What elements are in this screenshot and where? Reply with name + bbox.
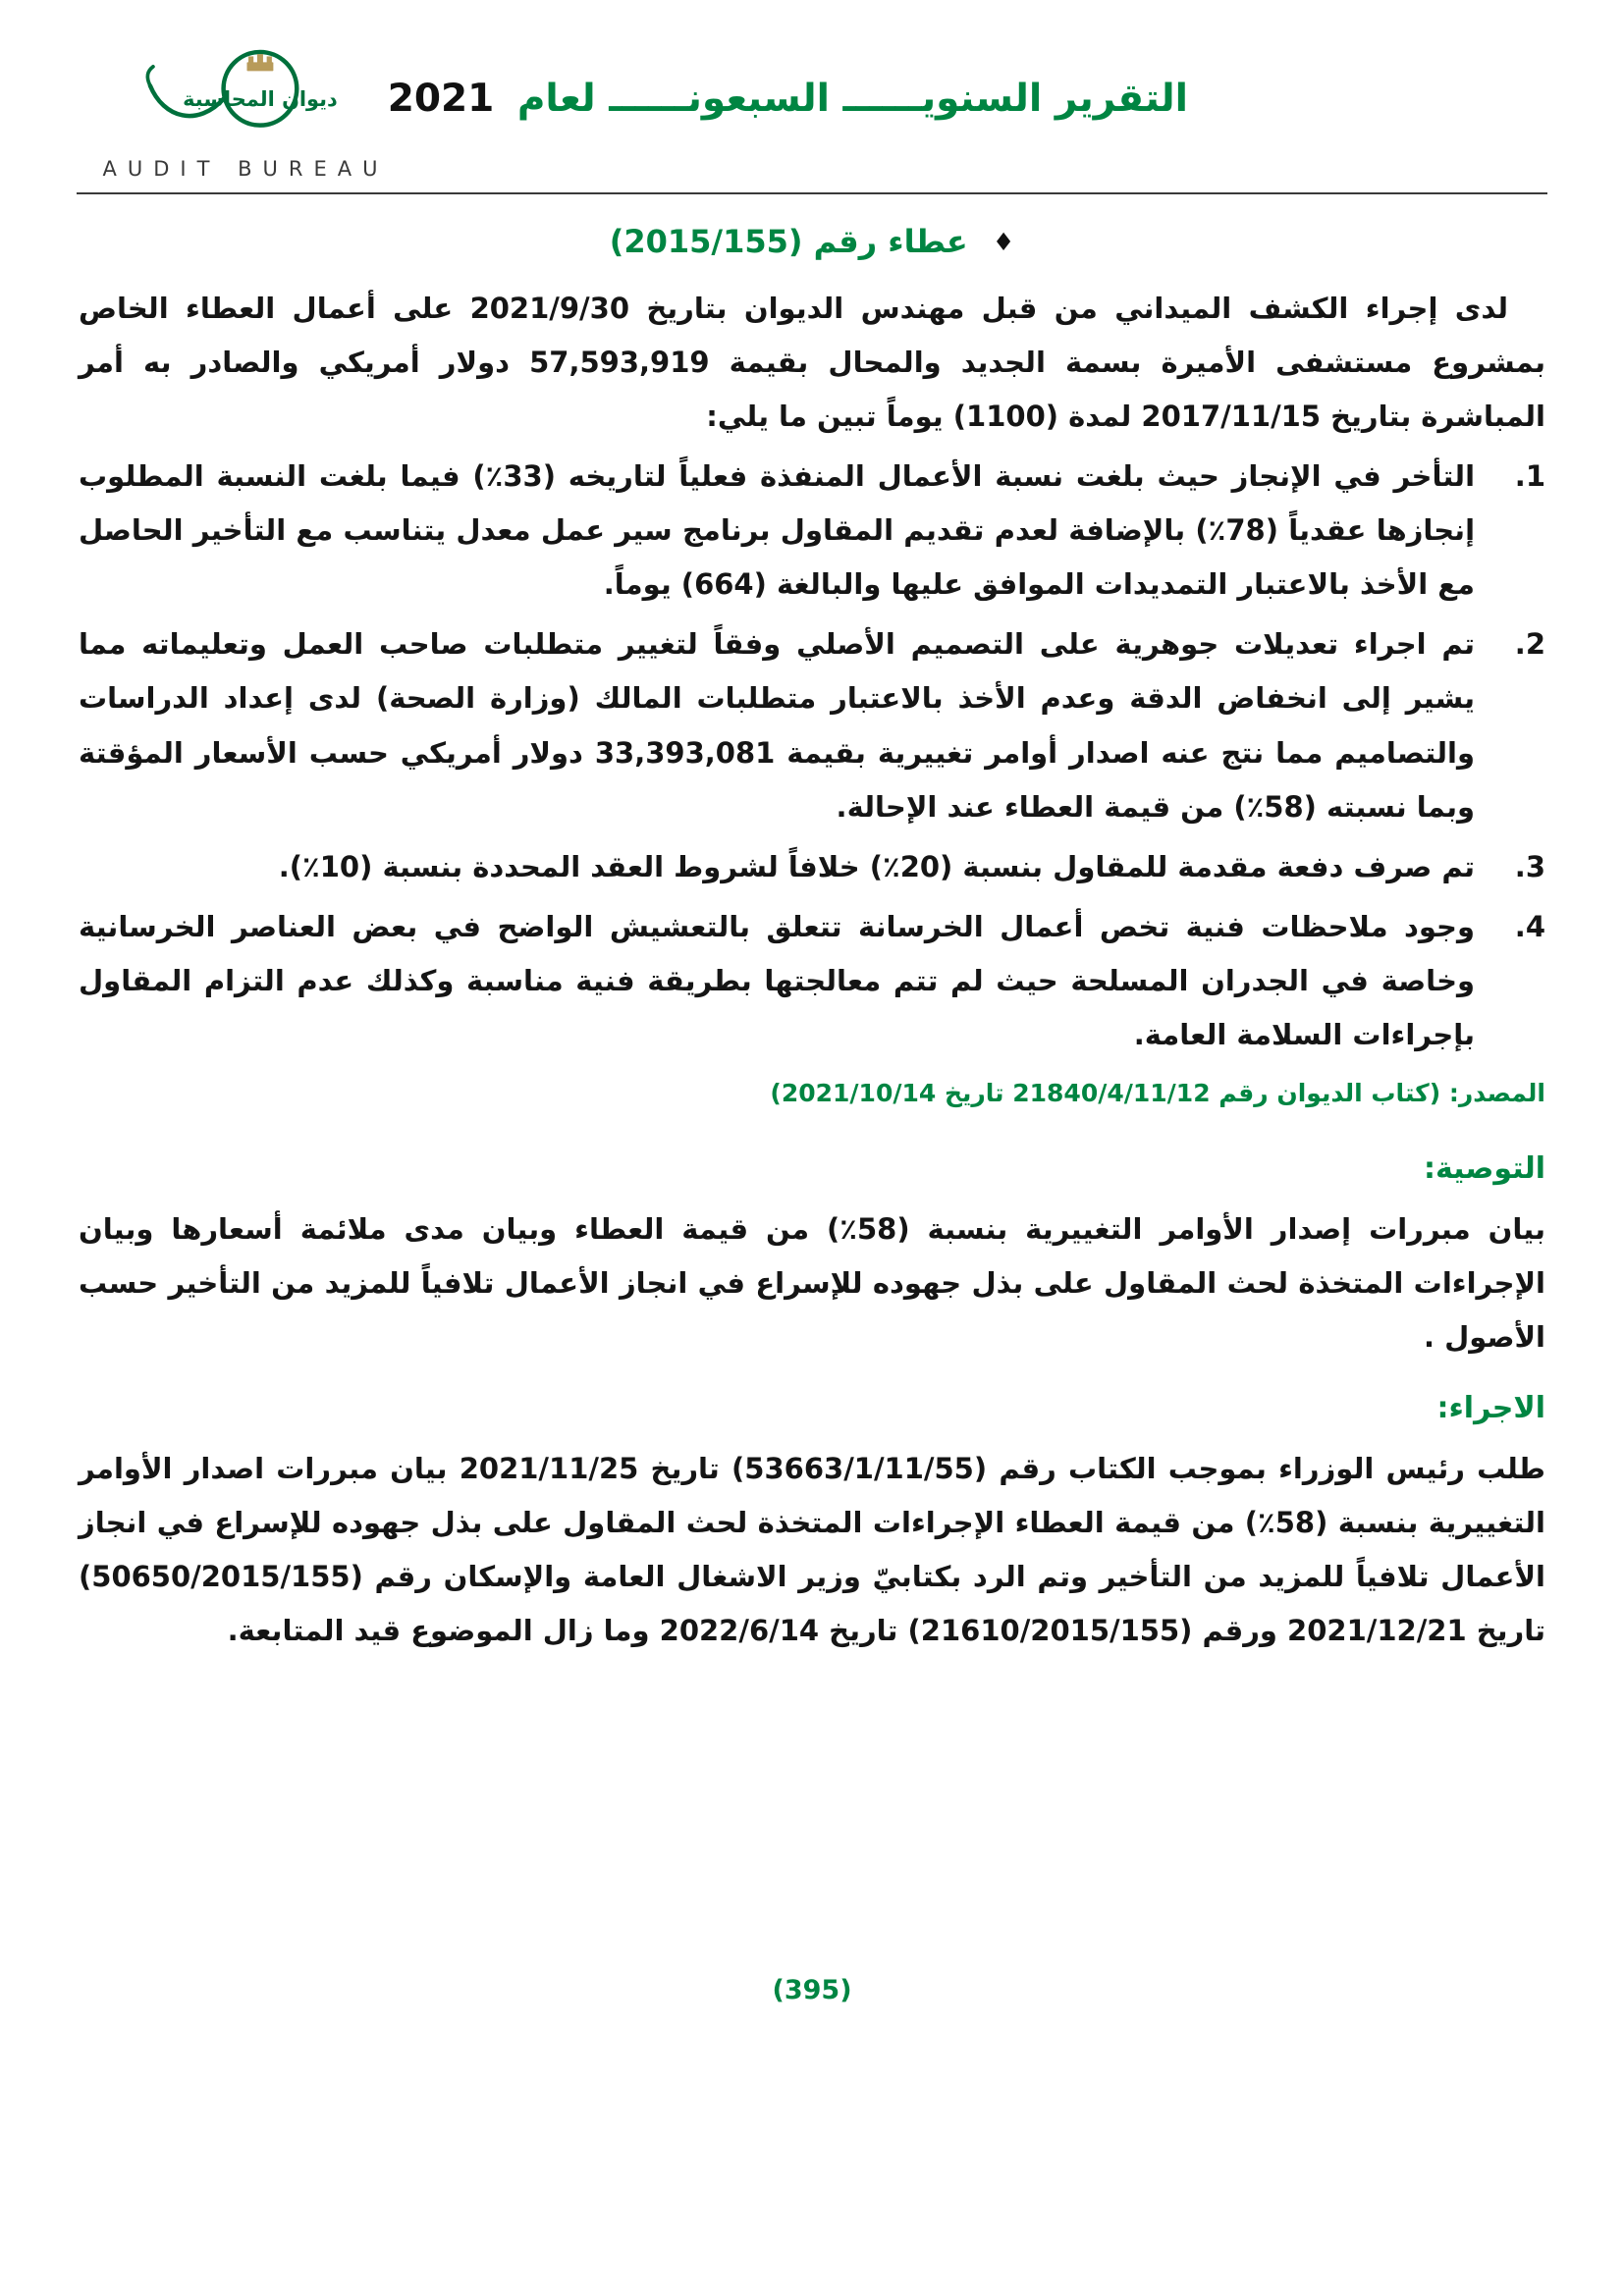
report-year: 2021 [387,77,495,121]
logo-latin-wordmark: AUDIT BUREAU [102,157,389,181]
report-body [79,202,1545,1668]
page-number: (395) [772,1975,852,2005]
gold-citadel-icon [246,54,273,71]
audit-bureau-logo [93,43,398,181]
audit-bureau-emblem-icon [98,43,393,153]
finding-number: 4. [1514,909,1545,943]
tender-section-heading [79,212,1545,272]
logo-arabic-wordmark: ديوان المحاسبة [183,87,338,112]
diamond-bullet-icon: ♦ [992,228,1015,256]
page-header [79,43,1545,190]
source-reference-line: المصدر: (كتاب الديوان رقم 21840/4/11/12 تاريخ 2021/10/14) [770,1079,1545,1108]
finding-number: 1. [1514,459,1545,494]
finding-text: تم صرف دفعة مقدمة للمقاول بنسبة (20٪) خلافاً لشروط العقد المحددة بنسبة (10٪). [278,849,1475,883]
finding-item [79,450,1545,612]
report-title [387,77,1188,121]
intro-paragraph: لدى إجراء الكشف الميداني من قبل مهندس الديوان بتاريخ 2021/9/30 على أعمال العطاء الخاص بمشروع مستشفى الأميرة بسمة الجديد والمحال بقيمة 57,593,919 دولار أمريكي والصادر به أمر المباشرة بتاريخ 2017/11/15 لمدة (1100) يوماً تبين ما يلي: [79,291,1545,433]
finding-number: 2. [1514,627,1545,662]
header-divider [77,192,1547,194]
finding-item [79,900,1545,1062]
action-text: طلب رئيس الوزراء بموجب الكتاب رقم (53663/1/11/55) تاريخ 2021/11/25 بيان مبررات اصدار الأوامر التغييرية بنسبة (58٪) من قيمة العطاء الإجراءات المتخذة لحث المقاول على بذل جهوده للإسراع في انجاز الأعمال تلافياً للمزيد من التأخير وتم الرد بكتابيّ وزير الاشغال العامة والإسكان رقم (50650/2015/155) تاريخ 2021/12/21 ورقم (21610/2015/155) تاريخ 2022/6/14 وما زال الموضوع قيد المتابعة. [79,1451,1545,1648]
finding-number: 3. [1514,849,1545,883]
tender-number-title: عطاء رقم (2015/155) [609,223,968,260]
finding-text: وجود ملاحظات فنية تخص أعمال الخرسانة تتعلق بالتعشيش الواضح في بعض العناصر الخرسانية وخاصة في الجدران المسلحة حيث لم تتم معالجتها بطريقة فنية مناسبة وكذلك عدم التزام المقاول بإجراءات السلامة العامة. [79,909,1475,1052]
finding-item [79,617,1545,833]
recommendation-text: بيان مبررات إصدار الأوامر التغييرية بنسبة (58٪) من قيمة العطاء وبيان مدى ملائمة أسعارها وبيان الإجراءات المتخذة لحث المقاول على بذل جهوده للإسراع في انجاز الأعمال تلافياً للمزيد من التأخير حسب الأصول . [79,1211,1545,1354]
finding-item [79,840,1545,894]
recommendation-heading: التوصية: [1423,1150,1545,1186]
report-title-text: التقرير السنويــــــ السبعونــــــ لعام [516,77,1188,121]
action-heading: الاجراء: [1436,1390,1545,1425]
finding-text: تم اجراء تعديلات جوهرية على التصميم الأصلي وفقاً لتغيير متطلبات صاحب العمل وتعليماته مما يشير إلى انخفاض الدقة وعدم الأخذ بالاعتبار متطلبات المالك (وزارة الصحة) لدى إعداد الدراسات والتصاميم مما نتج عنه اصدار أوامر تغييرية بقيمة 33,393,081 دولار أمريكي حسب الأسعار المؤقتة وبما نسبته (58٪) من قيمة العطاء عند الإحالة. [79,627,1475,824]
finding-text: التأخر في الإنجاز حيث بلغت نسبة الأعمال المنفذة فعلياً لتاريخه (33٪) فيما بلغت النسبة المطلوب إنجازها عقدياً (78٪) بالإضافة لعدم تقديم المقاول برنامج سير عمل معدل يتناسب مع التأخير الحاصل مع الأخذ بالاعتبار التمديدات الموافق عليها والبالغة (664) يوماً. [79,459,1476,602]
findings-list [79,450,1545,1062]
